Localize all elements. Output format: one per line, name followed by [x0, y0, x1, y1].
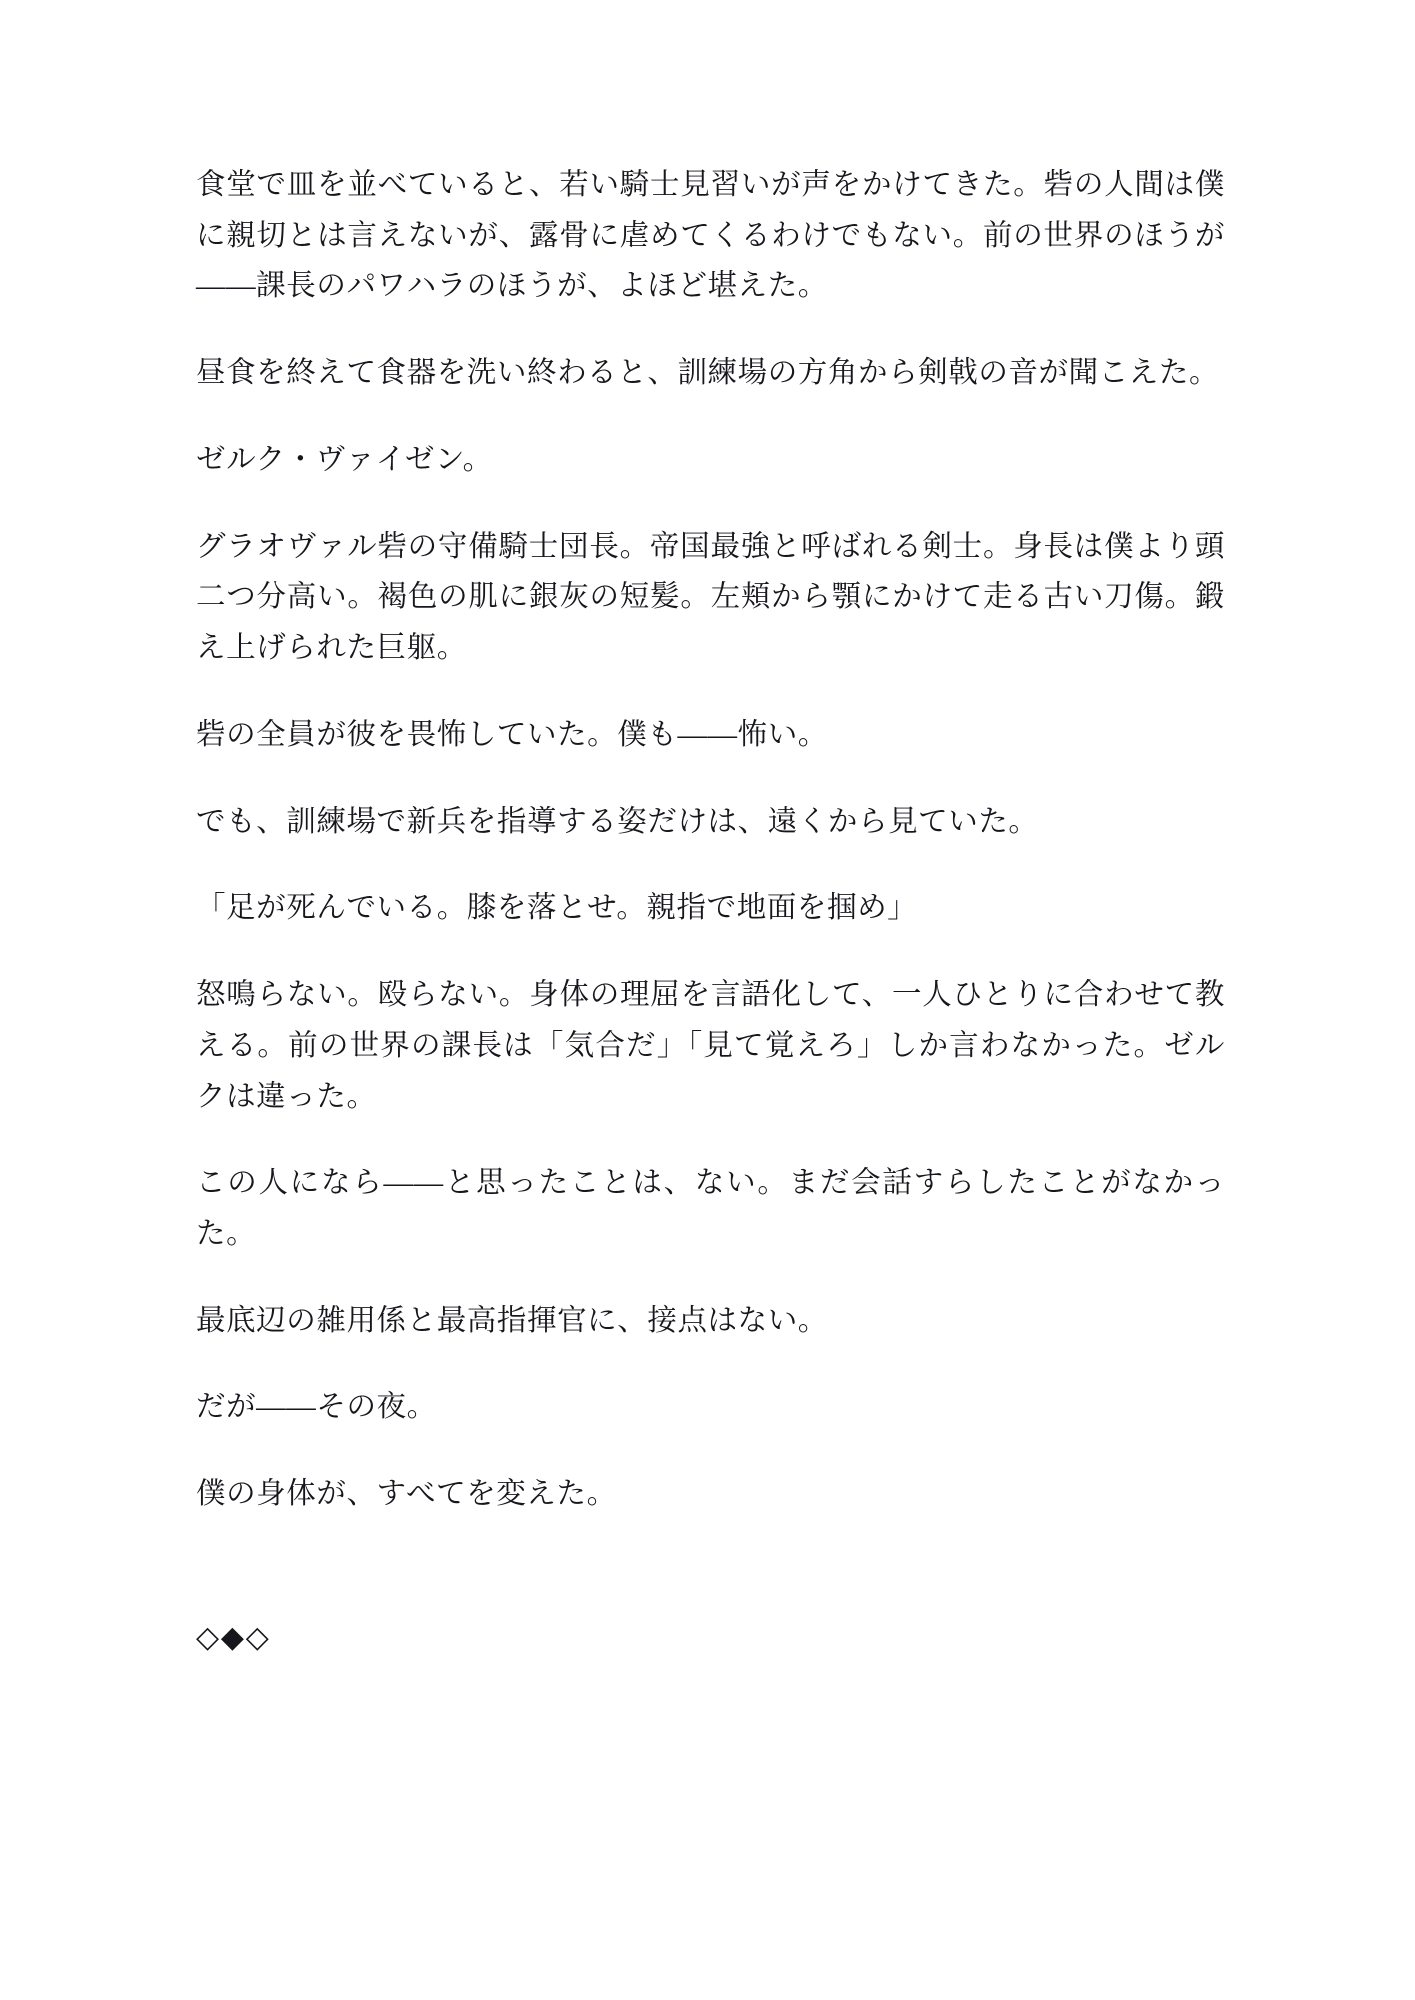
paragraph: グラオヴァル砦の守備騎士団長。帝国最強と呼ばれる剣士。身長は僕より頭二つ分高い。褐色の肌に銀灰の短髪。左頬から顎にかけて走る古い刀傷。鍛え上げられた巨躯。 [196, 530, 1225, 665]
paragraph: でも、訓練場で新兵を指導する姿だけは、遠くから見ていた。 [196, 805, 1039, 838]
body-text-column [196, 160, 1225, 1664]
paragraph: 最底辺の雑用係と最高指揮官に、接点はない。 [196, 1304, 828, 1337]
paragraph: 砦の全員が彼を畏怖していた。僕も——怖い。 [196, 718, 828, 751]
paragraph: ゼルク・ヴァイゼン。 [196, 443, 493, 476]
paragraph: だが——その夜。 [196, 1391, 437, 1424]
paragraph: 「足が死んでいる。膝を落とせ。親指で地面を掴め」 [196, 892, 918, 925]
paragraph: 食堂で皿を並べていると、若い騎士見習いが声をかけてきた。砦の人間は僕に親切とは言えないが、露骨に虐めてくるわけでもない。前の世界のほうが——課長のパワハラのほうが、よほど堪えた。 [196, 169, 1225, 303]
paragraph: この人になら——と思ったことは、ない。まだ会話すらしたことがなかった。 [196, 1167, 1225, 1251]
paragraph: 僕の身体が、すべてを変えた。 [196, 1478, 617, 1511]
paragraph: 怒鳴らない。殴らない。身体の理屈を言語化して、一人ひとりに合わせて教える。前の世界の課長は「気合だ」「見て覚えろ」しか言わなかった。ゼルクは違った。 [196, 979, 1225, 1113]
paragraph: 昼食を終えて食器を洗い終わると、訓練場の方角から剣戟の音が聞こえた。 [196, 357, 1220, 390]
section-divider: ◇◆◇ [196, 1620, 271, 1654]
